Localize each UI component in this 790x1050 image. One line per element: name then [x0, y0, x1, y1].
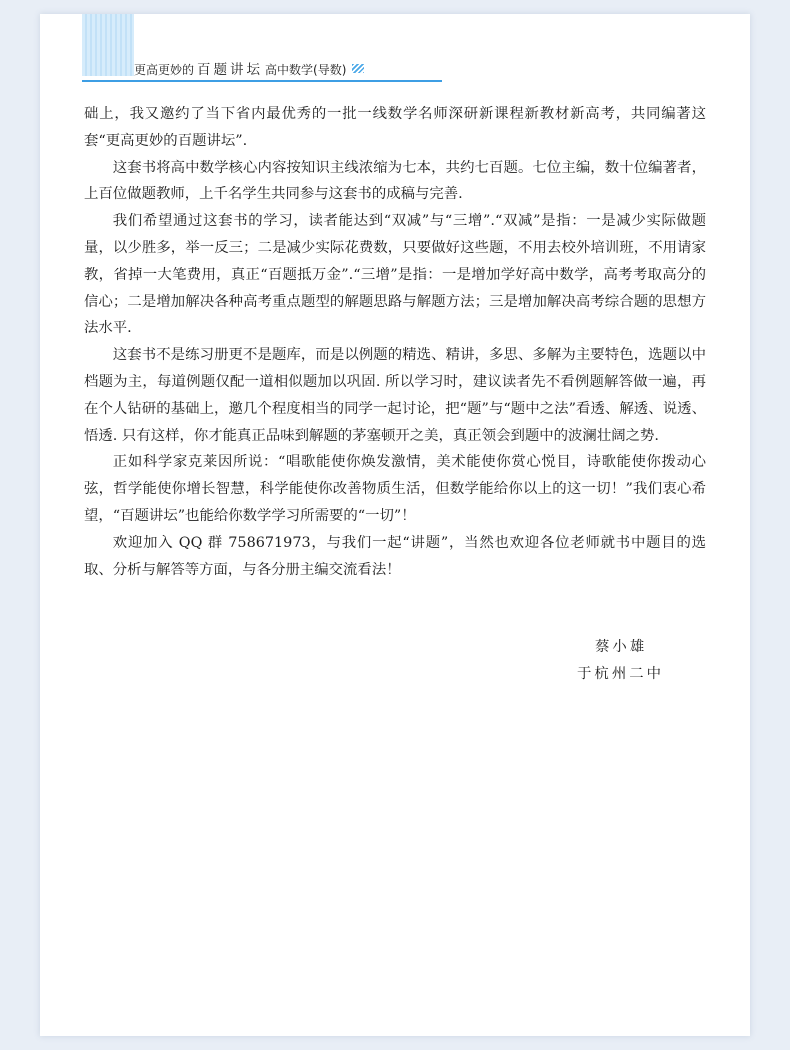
book-page — [40, 14, 750, 1036]
header-decoration-block — [82, 14, 134, 76]
header-rule — [82, 80, 442, 82]
author-location: 于杭州二中 — [577, 666, 664, 682]
paragraph-goals: 我们希望通过这套书的学习，读者能达到“双减”与“三增”.“双减”是指：一是减少实际做题量，以少胜多，举一反三；二是减少实际花费数，只要做好这些题，不用去校外培训班，不用请家教，省掉一大笔费用，真正“百题抵万金”.“三增”是指：一是增加学好高中数学，高考考取高分的信心；二是增加解决各种高考重点题型的解题思路与解题方法；三是增加解决高考综合题的思想方法水平. — [84, 213, 706, 337]
running-header — [134, 58, 364, 78]
header-series-title: 百题讲坛 — [197, 62, 264, 78]
paragraph-usage: 这套书不是练习册更不是题库，而是以例题的精选、精讲，多思、多解为主要特色，选题以中档题为主，每道例题仅配一道相似题加以巩固. 所以学习时，建议读者先不看例题解答做一遍，再在个人钻研的基础上，邀几个程度相当的同学一起讨论，把“题”与“题中之法”看透、解透、说透、悟透. 只有这样，你才能真正品味到解题的茅塞顿开之美，真正领会到题中的波澜壮阔之势. — [84, 347, 706, 444]
paragraph-contact: 欢迎加入 QQ 群 758671973，与我们一起“讲题”，当然也欢迎各位老师就书中题目的选取、分析与解答等方面，与各分册主编交流看法！ — [84, 534, 706, 578]
preface-body — [84, 101, 706, 583]
header-prefix: 更高更妙的 — [134, 63, 195, 77]
header-book-title: 高中数学(导数) — [265, 63, 347, 77]
paragraph-book-overview: 这套书将高中数学核心内容按知识主线浓缩为七本，共约七百题。七位主编，数十位编著者，上百位做题教师，上千名学生共同参与这套书的成稿与完善. — [84, 159, 706, 203]
header-stripes-icon — [352, 64, 364, 73]
paragraph-quote: 正如科学家克莱因所说：“唱歌能使你焕发激情，美术能使你赏心悦目，诗歌能使你拨动心弦，哲学能使你增长智慧，科学能使你改善物质生活，但数学能给你以上的这一切！”我们衷心希望，“百题讲坛”也能给你数学学习所需要的“一切”！ — [84, 454, 706, 524]
signature-block — [577, 634, 664, 688]
paragraph-continued: 础上，我又邀约了当下省内最优秀的一批一线数学名师深研新课程新教材新高考，共同编著这套“更高更妙的百题讲坛”. — [84, 106, 706, 149]
author-name: 蔡小雄 — [595, 639, 648, 655]
